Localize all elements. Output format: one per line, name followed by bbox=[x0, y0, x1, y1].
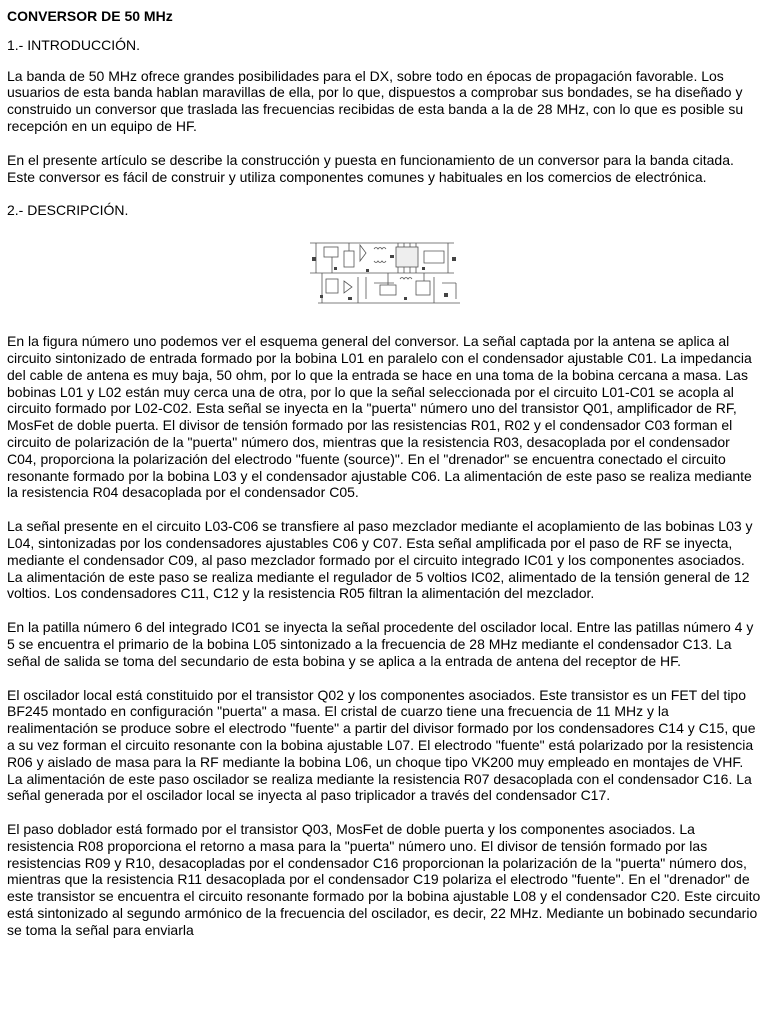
paragraph-desc-4: El oscilador local está constituido por el transistor Q02 y los componentes asociados. Este transistor es un FET del tipo BF245 montado en configuración "puerta" a masa. El cristal de cuarzo tiene una frecuencia de 11 MHz y la realimentación se produce sobre el electrodo "fuente" a partir del divisor formado por los condensadores C14 y C15, que a su vez forman el circuito resonante con la bobina ajustable L07. El electrodo "fuente" está polarizado por la resistencia R06 y aislado de masa para la RF mediante la bobina L06, un choque tipo VK200 muy empleado en montajes de VHF. La alimentación de este paso oscilador se realiza mediante la resistencia R07 desacoplada con el condensador C16. La señal generada por el oscilador local se inyecta al paso triplicador a través del condensador C17. bbox=[7, 686, 756, 804]
schematic-figure[interactable] bbox=[7, 233, 761, 313]
circuit-schematic-icon bbox=[304, 233, 464, 313]
section-heading-introduccion: 1.- INTRODUCCIÓN. bbox=[7, 36, 140, 53]
paragraph-intro-1: La banda de 50 MHz ofrece grandes posibilidades para el DX, sobre todo en épocas de propagación favorable. Los usuarios de esta banda hablan maravillas de ella, por lo que, dispuestos a comprobar sus bondades, se ha diseñado y construido un conversor que traslada las frecuencias recibidas de esta banda a la de 28 MHz, con lo que es posible su recepción en un equipo de HF. bbox=[7, 67, 744, 134]
paragraph-desc-5: El paso doblador está formado por el transistor Q03, MosFet de doble puerta y los componentes asociados. La resistencia R08 proporciona el retorno a masa para la "puerta" número uno. El divisor de tensión formado por las resistencias R09 y R10, desacopladas por el condensador C16 proporcionan la polarización de la "puerta" número dos, mientras que la resistencia R11 desacoplada por el condensador C19 polariza el electrodo "fuente". En el "drenador" de este transistor se encuentra el circuito resonante formado por la bobina ajustable L08 y el condensador C20. Este circuito está sintonizado al segundo armónico de la frecuencia del oscilador, es decir, 22 MHz. Mediante un bobinado secundario se toma la señal para enviarla bbox=[7, 821, 761, 938]
paragraph-intro-2: En el presente artículo se describe la construcción y puesta en funcionamiento de un conversor para la banda citada. Este conversor es fácil de construir y utiliza componentes comunes y habituales en los comercios de electrónica. bbox=[7, 151, 734, 185]
section-heading-descripcion: 2.- DESCRIPCIÓN. bbox=[7, 202, 129, 219]
document-title: CONVERSOR DE 50 MHz bbox=[7, 8, 173, 24]
paragraph-desc-3: En la patilla número 6 del integrado IC01 se inyecta la señal procedente del oscilador local. Entre las patillas número 4 y 5 se encuentra el primario de la bobina L05 sintonizado a la frecuencia de 28 MHz mediante el condensador C13. La señal de salida se toma del secundario de esta bobina y se aplica a la entrada de antena del receptor de HF. bbox=[7, 619, 754, 669]
paragraph-desc-1: En la figura número uno podemos ver el esquema general del conversor. La señal captada por la antena se aplica al circuito sintonizado de entrada formado por la bobina L01 en paralelo con el condensador ajustable C01. La impedancia del cable de antena es muy baja, 50 ohm, por lo que la entrada se hace en una toma de la bobina cercana a masa. Las bobinas L01 y L02 están muy cerca una de otra, por lo que la señal seleccionada por el circuito L01-C01 se acopla al circuito formado por L02-C02. Esta señal se inyecta en la "puerta" número uno del transistor Q01, amplificador de RF, MosFet de doble puerta. El divisor de tensión formado por las resistencias R01, R02 y el condensador C03 forman el circuito de polarización de la "puerta" número dos, mientras que la resistencia R03, desacoplada por el condensador C04, proporciona la polarización del electrodo "fuente (source)". En el "drenador" se encuentra conectado el circuito resonante formado por la bobina L03 y el condensador ajustable C06. La alimentación de este paso se realiza mediante la resistencia R04 desacoplada por el condensador C05. bbox=[7, 333, 752, 501]
paragraph-desc-2: La señal presente en el circuito L03-C06 se transfiere al paso mezclador mediante el acoplamiento de las bobinas L03 y L04, sintonizadas por los condensadores ajustables C06 y C07. Esta señal amplificada por el paso de RF se inyecta, mediante el condensador C09, al paso mezclador formado por el circuito integrado IC01 y los componentes asociados. La alimentación de este paso se realiza mediante el regulador de 5 voltios IC02, alimentado de la tensión general de 12 voltios. Los condensadores C11, C12 y la resistencia R05 filtran la alimentación del mezclador. bbox=[7, 518, 753, 602]
